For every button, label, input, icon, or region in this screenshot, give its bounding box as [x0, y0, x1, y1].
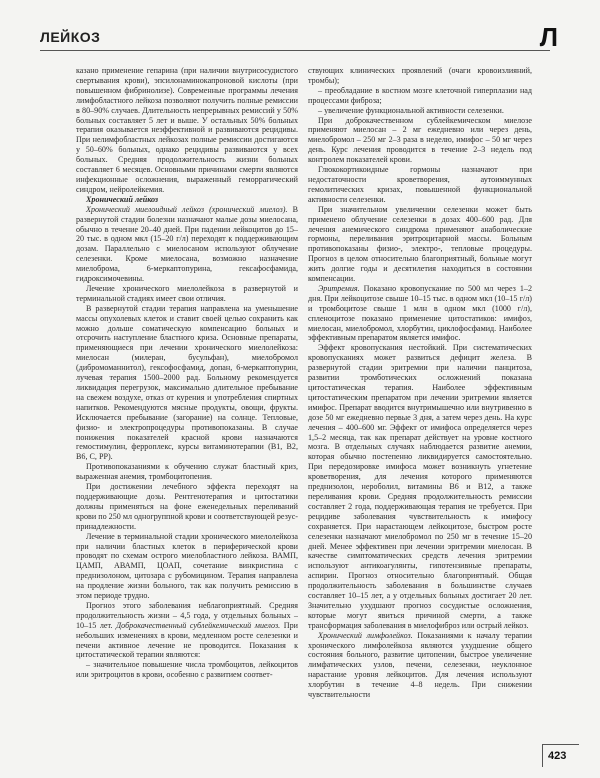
paragraph: В развернутой стадии терапия направлена на уменьшение массы опухолевых клеток и ставит своей целью сохранить как можно дольше соматическую компенсацию больных и отсрочить наступление бластного криза. Основные препараты, применяющиеся при лечении хронического миелолейкоза: миелосан (милеран, бусульфан), миелобромол (дибромоманнитол), гексофосфамид, допан, 6-меркаптопурин, лучевая терапия 1500–2000 рад. Больному рекомендуется ликвидация перегрузок, максимально длительное пребывание на свежем воздухе, отказ от курения и употребления спиртных напитков. Рекомендуются мясные продукты, овощи, фрукты. Исключается пребывание (загорание) на солнце. Тепловые, физио- и электропроцедуры противопоказаны. В случае понижения показателей красной крови назначаются гемостимулин, ферроплекс, курсы витаминотерапии (B1, B2, B6, C, PP).	[76, 303, 298, 462]
term-heading: Хронический лимфолейкоз.	[318, 630, 413, 640]
paragraph: Глюкокортикоидные гормоны назначают при недостаточности кроветворения, аутоиммунных гемолитических кризах, повышенной функциональной активности селезенки.	[308, 165, 532, 204]
section-subheading: Хронический лейкоз	[86, 194, 159, 204]
paragraph: – значительное повышение числа тромбоцитов, лейкоцитов или эритроцитов в крови, особенно с развитием соответ-	[76, 660, 298, 680]
paragraph: Хронический миелоидный лейкоз (хронический миелоз). В развернутой стадии болезни назначают малые дозы миелосана, обычно в течение 20–40 дней. При падении лейкоцитов до 15–20 тыс. в одном мкл (15–20 г/л) переходят к поддерживающим дозам. Параллельно с миелосаном используют облучение селезенки. Кроме миелосана, возможно назначение миелоброма, 6-меркаптопурина, гексафосфамида, гидроксимочевины.	[76, 204, 298, 284]
paragraph: казано применение гепарина (при наличии внутрисосудистого свертывания крови), эпсилонаминокапроновой кислоты (при повышенном фибринолизе). Современные программы лечения лимфобластного лейкоза позволяют получить полные ремиссии в 80–90% случаев. Длительность непрерывных ремиссий у 50% больных составляет 5 лет и выше. У остальных 50% больных терапия оказывается неэффективной и развиваются рецидивы. При нелимфобластных лейкозах полные ремиссии достигаются у 50–60% больных, однако рецидивы развиваются у всех больных. Средняя продолжительность жизни больных составляет 6 месяцев. Основными причинами смерти являются инфекционные осложнения, выраженный геморрагический синдром, нейролейкемия.	[76, 66, 298, 194]
section-letter: Л	[539, 22, 558, 52]
paragraph: ствующих клинических проявлений (очаги кровоизлияний, тромбы);	[308, 66, 532, 85]
paragraph: При значительном увеличении селезенки может быть применено облучение селезенки в дозах 400–600 рад. Для лечения анемического синдрома применяют анаболические гормоны, переливания эритроцитарной массы. Больным противопоказаны физио-, электро-, тепловые процедуры. Прогноз в целом относительно благоприятный, больные могут жить долгие годы и десятилетия находиться в состоянии компенсации.	[308, 204, 532, 284]
page-number: 423	[548, 750, 567, 762]
paragraph: Противопоказаниями к обучению служат бластный криз, выраженная анемия, тромбоцитопения.	[76, 462, 298, 482]
paragraph: Лечение в терминальной стадии хронического миелолейкоза при наличии бластных клеток в периферической крови проводят по схемам острого миелобластного лейкоза. ВАМП, ЦАМП, АВАМП, ЦОАП, сочетание винкристина с преднизолоном, цитозара с рубомицином. Терапия направлена на продление жизни больного, так как получить ремиссию в этом периоде трудно.	[76, 531, 298, 601]
paragraph: При достижении лечебного эффекта переходят на поддерживающие дозы. Рентгенотерапия и цитостатики должны применяться на фоне еженедельных переливаний крови по 250 мл одногруппной крови и соответствующей резус-принадлежности.	[76, 482, 298, 531]
paragraph: – преобладание в костном мозге клеточной гиперплазии над процессами фиброза;	[308, 85, 532, 105]
header-rule	[40, 50, 550, 51]
term-heading: Эритремия.	[318, 283, 360, 293]
right-column	[308, 66, 532, 742]
running-head: ЛЕЙКОЗ	[40, 29, 101, 45]
paragraph: Лечение хронического миелолейкоза в развернутой и терминальной стадиях имеет свои отличия.	[76, 283, 298, 303]
left-column	[76, 66, 298, 742]
paragraph: Хронический лимфолейкоз. Показаниями к началу терапии хронического лимфолейкоза являются ухудшение общего состояния больного, развитие цитопении, быстрое увеличение лимфатических узлов, печени, селезенки, неуклонное нарастание уровня лейкоцитов. Для лечения используют хлорбутин в течение 4–8 недель. При снижении чувствительности	[308, 630, 532, 700]
paragraph: При доброкачественном сублейкемическом миелозе применяют миелосан – 2 мг ежедневно или через день, миелобромол – 250 мг 2–3 раза в неделю, имифос – 50 мг через день. Курс лечения проводится в течение 2–3 недель под контролем показателей крови.	[308, 115, 532, 165]
paragraph: Эффект кровопускания нестойкий. При систематических кровопусканиях может развиться дефицит железа. В развернутой стадии эритремии при наличии панцитоза, развитии тромботических осложнений показана цитостатическая терапия. Наиболее эффективным цитостатическим препаратом при лечении эритремии является имифос. Препарат вводится внутримышечно или внутривенно в дозе 50 мг ежедневно первые 3 дня, а затем через день. На курс лечения – 400–600 мг. Эффект от имифоса определяется через 1,5–2 месяца, так как препарат действует на уровне костного мозга. В отдельных случаях наблюдается развитие анемии, которая обычно постепенно ликвидируется самостоятельно. При передозировке имифоса может возникнуть угнетение кроветворения, для лечения которого применяются преднизолон, нероболил, витамины B6 и B12, а также переливания крови. Средняя продолжительность ремиссии составляет 2 года, поддерживающая терапия не требуется. При рецидиве заболевания чувствительность к имифосу сохраняется. При нарастающем лейкоцитозе, быстром росте селезенки назначают миелобромол по 250 мг в течение 15–20 дней. Менее эффективен при лечении эритремии миелосан. В качестве симптоматических средств лечения эритремии используют антикоагулянты, гипотензивные препараты, аспирин. Прогноз относительно благоприятный. Общая продолжительность заболевания в большинстве случаев составляет 10–15 лет, а у отдельных больных достигает 20 лет. Значительно ухудшают прогноз сосудистые осложнения, которые могут явиться причиной смерти, а также трансформация заболевания в миелофиброз или острый лейкоз.	[308, 343, 532, 630]
term-heading: Хронический миелоидный лейкоз (хронический миелоз).	[86, 204, 288, 214]
paragraph: – увеличение функциональной активности селезенки.	[318, 105, 504, 115]
term-heading: Доброкачественный сублейкемический миелоз.	[116, 620, 281, 630]
paragraph: Прогноз этого заболевания неблагоприятный. Средняя продолжительность жизни – 4,5 года, у отдельных больных – 10–15 лет. Доброкачественный сублейкемический миелоз. При небольших изменениях в крови, медленном росте селезенки и печени активное лечение не проводится. Показания к цитостатической терапии являются:	[76, 600, 298, 660]
page-header	[40, 24, 580, 56]
paragraph: Эритремия. Показано кровопускание по 500 мл через 1–2 дня. При лейкоцитозе свыше 10–15 тыс. в одном мкл (10–15 г/л) и тромбоцитозе свыше 1 млн в одном мкл (1000 г/л), спленоцитозе показано применение цитостатиков: имифоз, миелосан, миелобромол, хлорбутин, циклофосфамид. Наиболее эффективным препаратом является имифос.	[308, 283, 532, 343]
